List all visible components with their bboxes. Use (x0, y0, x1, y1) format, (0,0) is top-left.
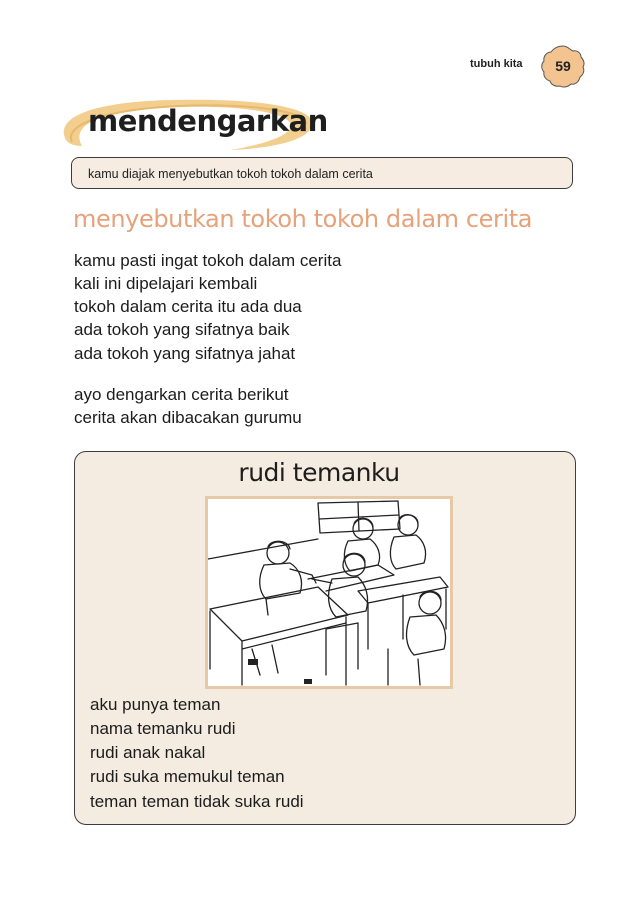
classroom-illustration (208, 499, 450, 686)
page-number: 59 (555, 58, 571, 74)
paragraph-line: kamu pasti ingat tokoh dalam cerita (74, 251, 342, 270)
paragraph-line: ada tokoh yang sifatnya jahat (74, 344, 296, 363)
paragraph-line: kali ini dipelajari kembali (74, 274, 258, 293)
story-line: rudi anak nakal (90, 743, 206, 762)
instruction-text: kamu diajak menyebutkan tokoh tokoh dalam cerita (88, 167, 373, 181)
header-label: tubuh kita (470, 58, 523, 70)
banner-title: mendengarkan (88, 104, 328, 138)
story-line: teman teman tidak suka rudi (90, 792, 304, 811)
paragraph-line: cerita akan dibacakan gurumu (74, 408, 302, 427)
story-title: rudi temanku (238, 458, 400, 487)
paragraph-line: ada tokoh yang sifatnya baik (74, 320, 290, 339)
section-title: menyebutkan tokoh tokoh dalam cerita (73, 205, 533, 233)
story-line: nama temanku rudi (90, 719, 236, 738)
story-line: rudi suka memukul teman (90, 767, 285, 786)
paragraph-line: ayo dengarkan cerita berikut (74, 385, 289, 404)
paragraph-line: tokoh dalam cerita itu ada dua (74, 297, 302, 316)
story-line: aku punya teman (90, 695, 221, 714)
